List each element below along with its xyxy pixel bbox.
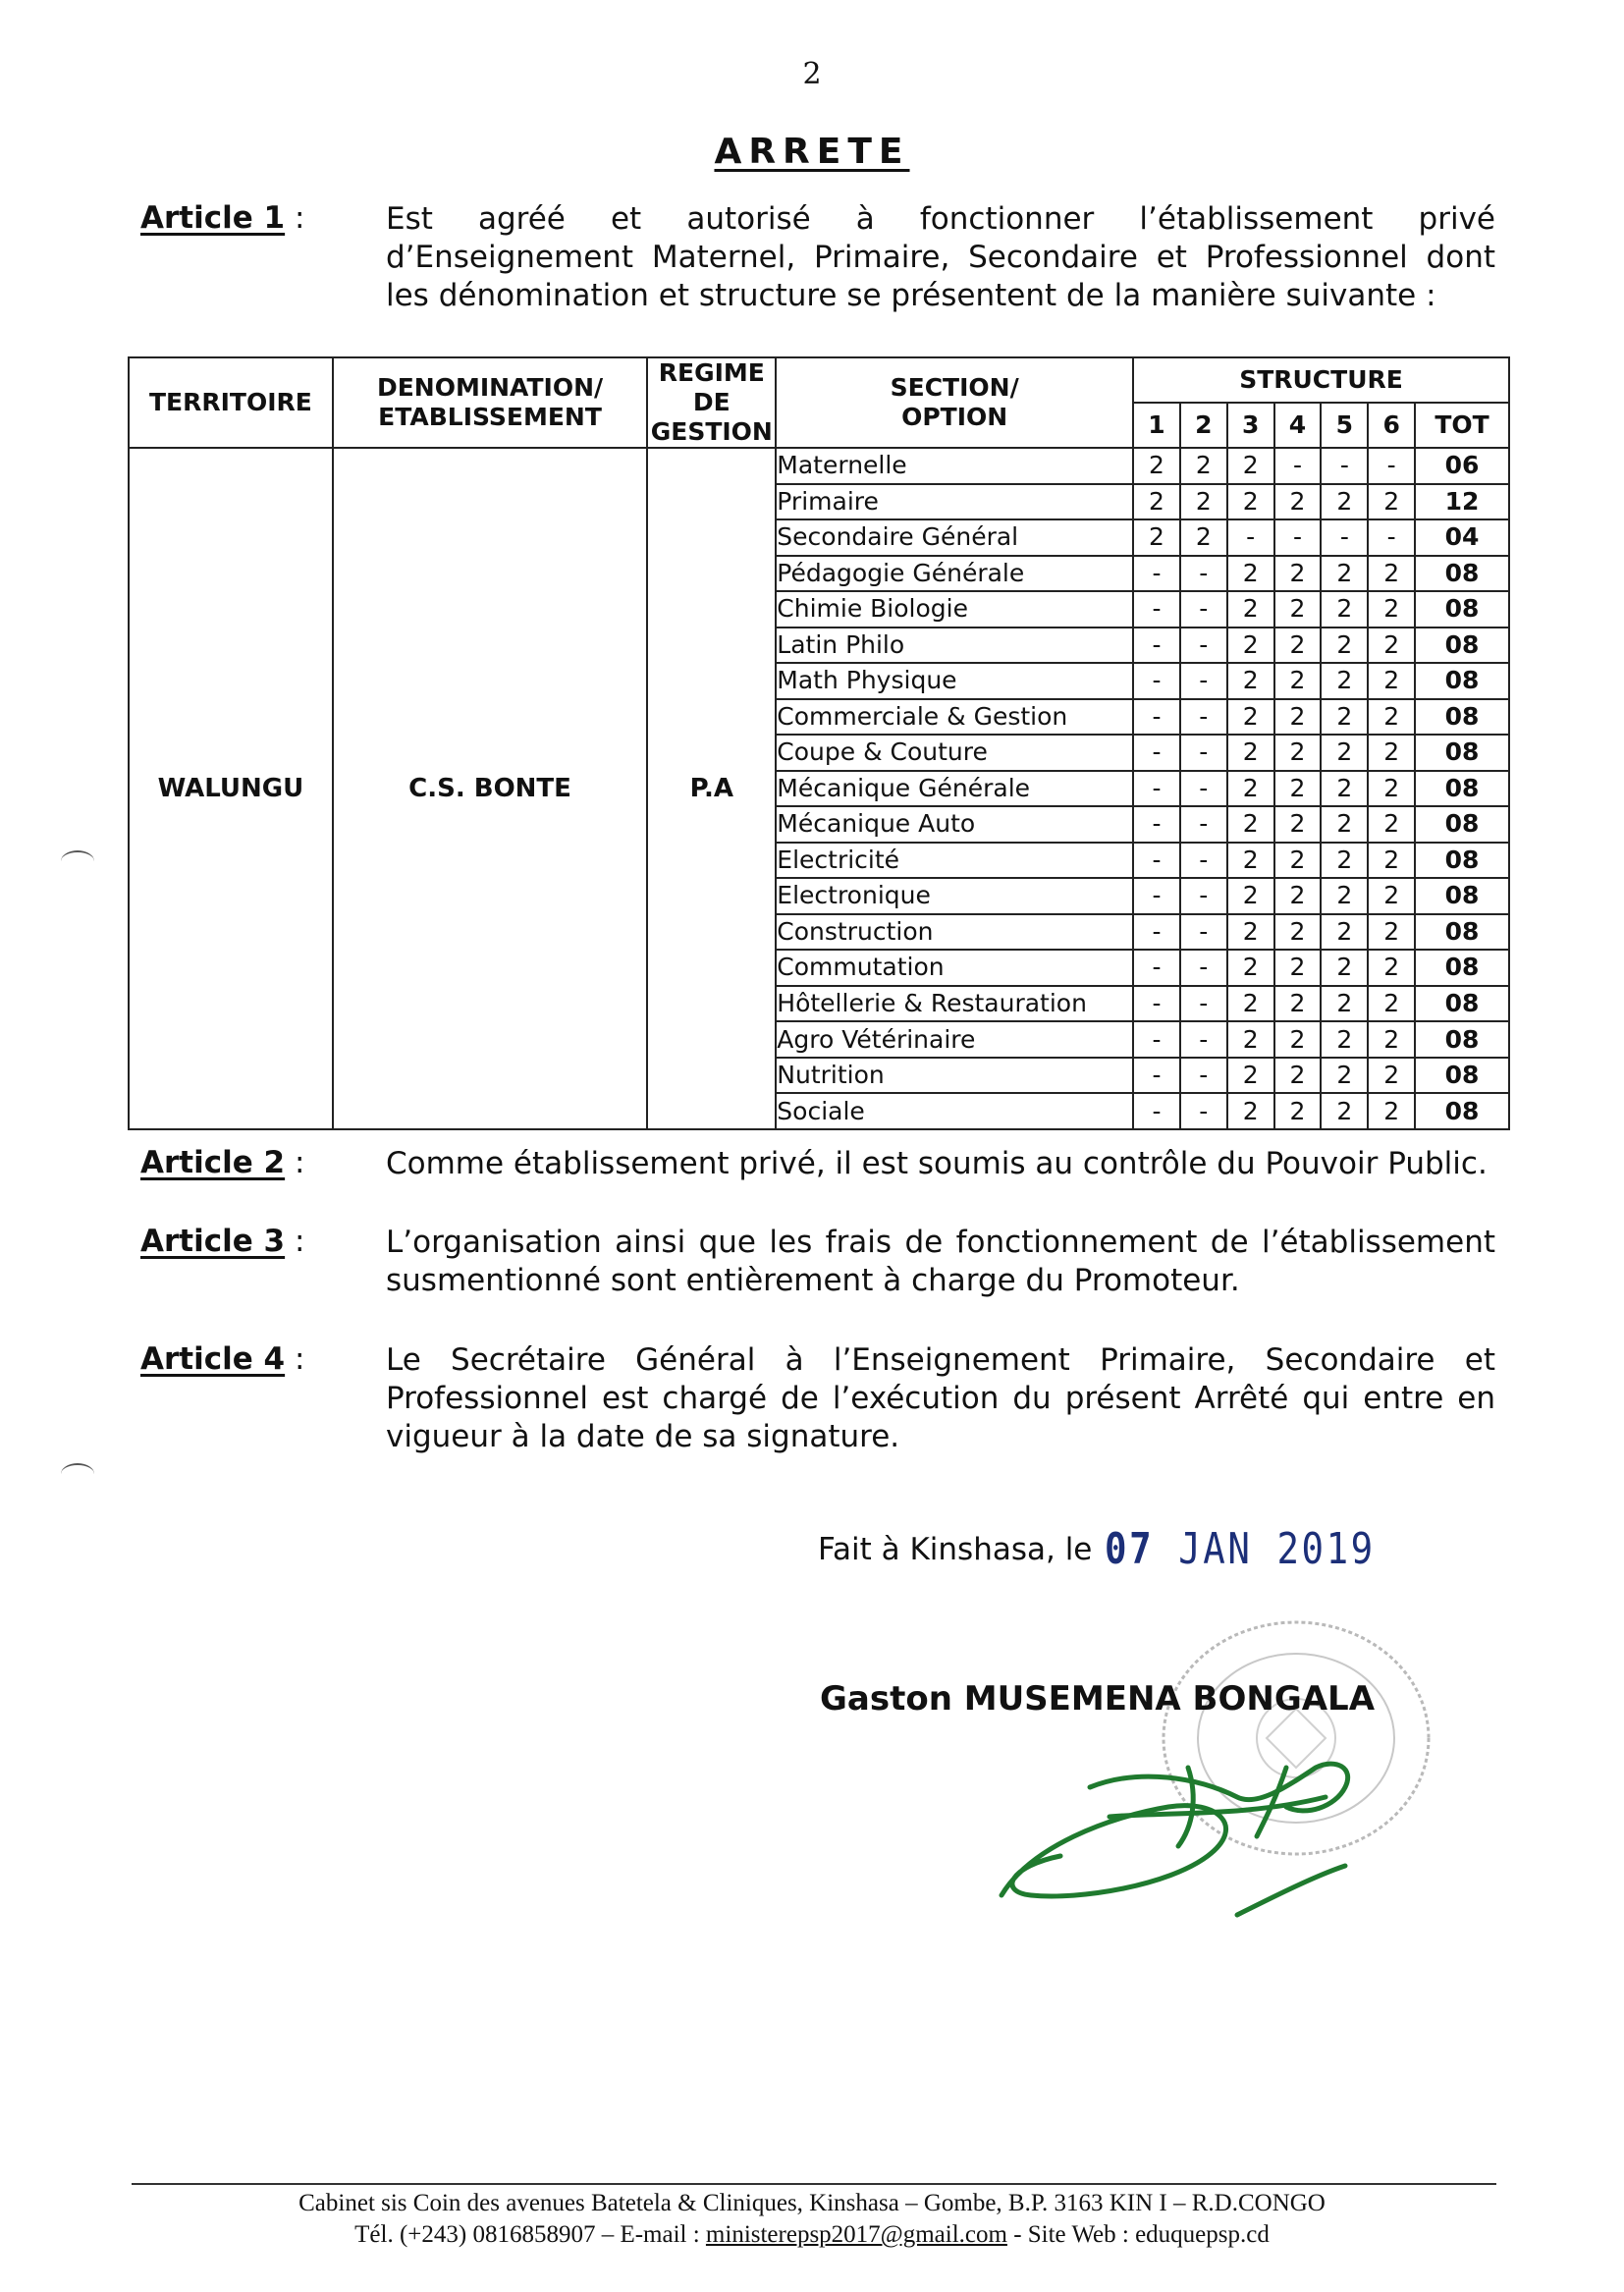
cell-year-6: 2 [1368,914,1415,951]
cell-year-5: 2 [1321,914,1368,951]
cell-year-2: - [1180,1058,1227,1094]
cell-year-4: 2 [1274,950,1322,986]
cell-year-2: - [1180,628,1227,664]
cell-year-1: - [1133,1093,1180,1129]
cell-year-6: 2 [1368,950,1415,986]
cell-year-1: - [1133,556,1180,592]
cell-year-2: - [1180,843,1227,879]
cell-tot: 08 [1415,914,1509,951]
cell-section: Mécanique Générale [776,771,1133,807]
header-year-3: 3 [1227,403,1274,448]
cell-year-4: 2 [1274,771,1322,807]
cell-year-6: 2 [1368,1093,1415,1129]
header-year-1: 1 [1133,403,1180,448]
cell-year-4: 2 [1274,591,1322,628]
cell-year-3: 2 [1227,986,1274,1022]
table-body [129,448,1509,1129]
scan-mark [61,850,94,872]
article-2-text: Comme établissement privé, il est soumis au contrôle du Pouvoir Public. [386,1146,1488,1181]
cell-year-2: - [1180,556,1227,592]
cell-year-2: - [1180,1093,1227,1129]
cell-year-4: 2 [1274,1058,1322,1094]
cell-section: Secondaire Général [776,519,1133,556]
cell-year-4: 2 [1274,843,1322,879]
cell-year-6: 2 [1368,843,1415,879]
cell-year-3: 2 [1227,556,1274,592]
cell-year-6: 2 [1368,628,1415,664]
cell-year-4: 2 [1274,556,1322,592]
cell-year-2: - [1180,950,1227,986]
cell-tot: 08 [1415,556,1509,592]
cell-section: Chimie Biologie [776,591,1133,628]
cell-year-3: 2 [1227,699,1274,736]
cell-year-6: 2 [1368,699,1415,736]
cell-year-5: 2 [1321,699,1368,736]
cell-year-5: 2 [1321,556,1368,592]
cell-year-1: - [1133,735,1180,771]
cell-section: Electronique [776,878,1133,914]
article-1-text: Est agréé et autorisé à fonctionner l’établissement privé d’Enseignement Maternel, Primaire, Secondaire et Professionnel dont les dénomination et structure se présentent de la manière suivante : [386,201,1495,313]
header-year-5: 5 [1321,403,1368,448]
cell-section: Agro Vétérinaire [776,1021,1133,1058]
cell-year-2: - [1180,1021,1227,1058]
cell-year-2: - [1180,878,1227,914]
cell-year-3: 2 [1227,448,1274,484]
cell-section: Electricité [776,843,1133,879]
cell-year-1: 2 [1133,484,1180,520]
cell-year-3: 2 [1227,771,1274,807]
cell-year-1: - [1133,806,1180,843]
cell-regime: P.A [647,448,776,1129]
cell-section: Hôtellerie & Restauration [776,986,1133,1022]
cell-year-3: 2 [1227,628,1274,664]
cell-year-1: - [1133,1021,1180,1058]
cell-year-3: 2 [1227,950,1274,986]
article-4-text: Le Secrétaire Général à l’Enseignement Primaire, Secondaire et Professionnel est chargé de l’exécution du présent Arrêté qui entre en vigueur à la date de sa signature. [386,1342,1495,1454]
cell-year-4: 2 [1274,1093,1322,1129]
cell-year-5: 2 [1321,663,1368,699]
cell-year-3: 2 [1227,1021,1274,1058]
cell-year-5: 2 [1321,950,1368,986]
article-1-label: Article 1 : [140,200,305,236]
cell-year-2: - [1180,663,1227,699]
article-2-label: Article 2 : [140,1145,305,1180]
footer-contact: Tél. (+243) 0816858907 – E-mail : ministerepsp2017@gmail.com - Site Web : eduquepsp.cd [354,2221,1270,2248]
article-3-text: L’organisation ainsi que les frais de fonctionnement de l’établissement susmentionné sont entièrement à charge du Promoteur. [386,1225,1495,1298]
cell-year-2: - [1180,591,1227,628]
header-territoire: TERRITOIRE [129,357,333,448]
cell-year-3: 2 [1227,843,1274,879]
handwritten-signature [992,1728,1404,1944]
cell-year-3: 2 [1227,878,1274,914]
cell-year-4: - [1274,448,1322,484]
header-structure: STRUCTURE [1133,357,1509,403]
cell-tot: 08 [1415,1093,1509,1129]
cell-year-6: 2 [1368,1058,1415,1094]
cell-year-1: - [1133,771,1180,807]
cell-year-3: 2 [1227,663,1274,699]
cell-year-3: 2 [1227,914,1274,951]
cell-tot: 06 [1415,448,1509,484]
cell-year-5: - [1321,448,1368,484]
cell-year-1: - [1133,699,1180,736]
cell-section: Latin Philo [776,628,1133,664]
cell-year-1: - [1133,950,1180,986]
cell-year-3: 2 [1227,1093,1274,1129]
cell-year-4: 2 [1274,484,1322,520]
cell-year-2: - [1180,735,1227,771]
cell-tot: 08 [1415,950,1509,986]
cell-year-5: - [1321,519,1368,556]
cell-year-5: 2 [1321,591,1368,628]
header-section: SECTION/ OPTION [776,357,1133,448]
cell-year-1: - [1133,628,1180,664]
cell-year-1: - [1133,591,1180,628]
cell-year-1: - [1133,1058,1180,1094]
cell-year-5: 2 [1321,878,1368,914]
page-number: 2 [802,57,822,91]
cell-year-4: 2 [1274,806,1322,843]
cell-section: Primaire [776,484,1133,520]
date-stamp: 07 JAN 2019 [1105,1524,1376,1574]
cell-section: Commutation [776,950,1133,986]
cell-year-4: 2 [1274,986,1322,1022]
cell-year-6: 2 [1368,878,1415,914]
cell-year-1: - [1133,986,1180,1022]
cell-year-4: 2 [1274,628,1322,664]
cell-section: Mécanique Auto [776,806,1133,843]
cell-year-6: 2 [1368,771,1415,807]
cell-tot: 08 [1415,1021,1509,1058]
cell-year-2: 2 [1180,448,1227,484]
cell-year-4: - [1274,519,1322,556]
cell-year-5: 2 [1321,1058,1368,1094]
cell-tot: 08 [1415,878,1509,914]
footer-email: ministerepsp2017@gmail.com [705,2221,1007,2248]
article-3-label: Article 3 : [140,1224,305,1259]
cell-tot: 08 [1415,591,1509,628]
cell-year-3: 2 [1227,806,1274,843]
cell-tot: 08 [1415,986,1509,1022]
cell-year-6: 2 [1368,663,1415,699]
header-tot: TOT [1415,403,1509,448]
cell-year-3: 2 [1227,1058,1274,1094]
cell-year-5: 2 [1321,986,1368,1022]
cell-tot: 08 [1415,771,1509,807]
cell-year-4: 2 [1274,663,1322,699]
cell-year-4: 2 [1274,735,1322,771]
cell-section: Sociale [776,1093,1133,1129]
cell-year-1: 2 [1133,519,1180,556]
cell-year-1: - [1133,663,1180,699]
cell-year-4: 2 [1274,914,1322,951]
cell-year-5: 2 [1321,1093,1368,1129]
cell-tot: 08 [1415,699,1509,736]
cell-etablissement: C.S. BONTE [333,448,648,1129]
table-row [129,448,1509,484]
cell-year-6: 2 [1368,591,1415,628]
cell-year-3: 2 [1227,484,1274,520]
cell-tot: 08 [1415,843,1509,879]
cell-territoire: WALUNGU [129,448,333,1129]
cell-year-2: 2 [1180,519,1227,556]
header-regime: REGIME DE GESTION [647,357,776,448]
signatory-name: Gaston MUSEMENA BONGALA [820,1679,1376,1719]
cell-tot: 04 [1415,519,1509,556]
cell-year-6: 2 [1368,1021,1415,1058]
header-denomination: DENOMINATION/ ETABLISSEMENT [333,357,648,448]
cell-year-3: - [1227,519,1274,556]
cell-year-6: 2 [1368,556,1415,592]
header-year-6: 6 [1368,403,1415,448]
cell-tot: 08 [1415,1058,1509,1094]
cell-year-1: - [1133,843,1180,879]
cell-year-5: 2 [1321,771,1368,807]
footer-rule [132,2183,1496,2185]
footer-address: Cabinet sis Coin des avenues Batetela & Cliniques, Kinshasa – Gombe, B.P. 3163 KIN I – R.D.CONGO [298,2190,1326,2216]
cell-year-6: 2 [1368,484,1415,520]
cell-year-2: - [1180,771,1227,807]
cell-year-5: 2 [1321,1021,1368,1058]
cell-section: Math Physique [776,663,1133,699]
place-line: Fait à Kinshasa, le [818,1532,1093,1567]
cell-year-5: 2 [1321,484,1368,520]
cell-section: Coupe & Couture [776,735,1133,771]
scan-mark [61,1463,94,1485]
cell-year-2: - [1180,986,1227,1022]
cell-section: Construction [776,914,1133,951]
cell-year-2: - [1180,806,1227,843]
cell-tot: 08 [1415,806,1509,843]
cell-year-4: 2 [1274,699,1322,736]
cell-year-1: - [1133,914,1180,951]
cell-year-6: 2 [1368,986,1415,1022]
cell-section: Commerciale & Gestion [776,699,1133,736]
cell-year-5: 2 [1321,735,1368,771]
cell-year-6: - [1368,448,1415,484]
cell-year-3: 2 [1227,735,1274,771]
structure-table [128,356,1510,1130]
cell-year-3: 2 [1227,591,1274,628]
cell-section: Maternelle [776,448,1133,484]
cell-year-1: - [1133,878,1180,914]
cell-year-6: - [1368,519,1415,556]
header-year-2: 2 [1180,403,1227,448]
cell-tot: 08 [1415,663,1509,699]
document-title: ARRETE [714,132,910,172]
cell-tot: 08 [1415,628,1509,664]
cell-year-2: - [1180,699,1227,736]
cell-year-6: 2 [1368,806,1415,843]
cell-year-6: 2 [1368,735,1415,771]
cell-year-5: 2 [1321,806,1368,843]
cell-year-4: 2 [1274,878,1322,914]
cell-year-4: 2 [1274,1021,1322,1058]
cell-year-5: 2 [1321,628,1368,664]
cell-tot: 08 [1415,735,1509,771]
cell-tot: 12 [1415,484,1509,520]
cell-year-1: 2 [1133,448,1180,484]
article-4-label: Article 4 : [140,1341,305,1377]
cell-year-2: - [1180,914,1227,951]
cell-year-5: 2 [1321,843,1368,879]
header-year-4: 4 [1274,403,1322,448]
cell-section: Nutrition [776,1058,1133,1094]
cell-year-2: 2 [1180,484,1227,520]
cell-section: Pédagogie Générale [776,556,1133,592]
